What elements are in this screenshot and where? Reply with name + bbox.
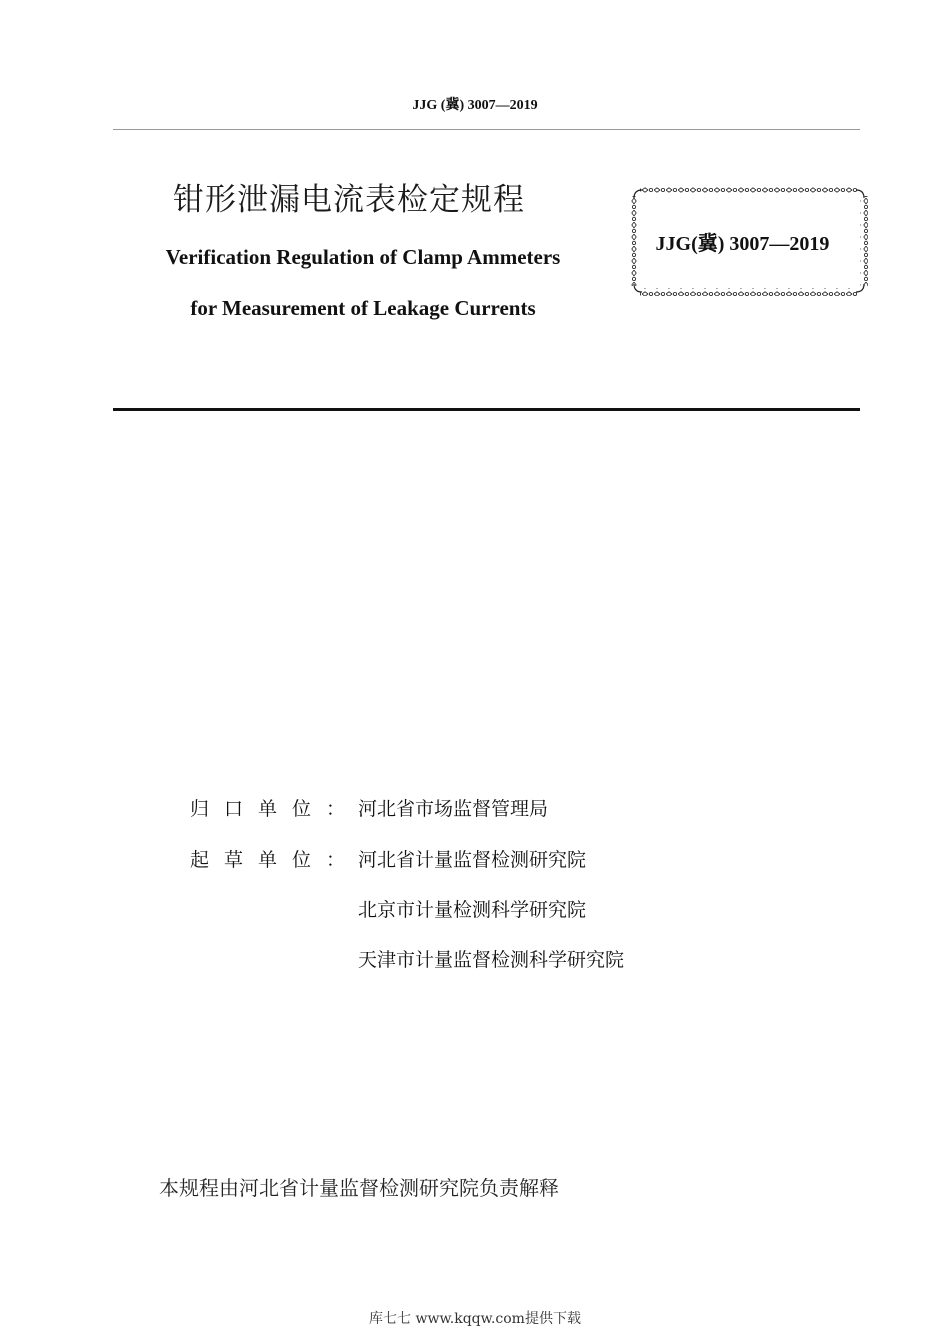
title-english-line2: for Measurement of Leakage Currents (190, 296, 536, 320)
title-chinese: 钳形泄漏电流表检定规程 (173, 182, 525, 218)
interpretation-note: 本规程由河北省计量监督检测研究院负责解释 (159, 1176, 559, 1200)
unit-value: 北京市计量检测科学研究院 (358, 899, 587, 921)
unit-label: 起草单位： (190, 849, 361, 871)
unit-value: 河北省计量监督检测研究院 (358, 849, 587, 871)
standard-code: JJG(冀) 3007—2019 (655, 233, 830, 255)
standard-code-box (630, 186, 868, 296)
unit-value: 天津市计量监督检测科学研究院 (358, 949, 625, 971)
title-english-line1: Verification Regulation of Clamp Ammeters (165, 245, 561, 269)
unit-label: 归口单位： (190, 798, 361, 820)
header-divider (113, 129, 860, 130)
header-standard-code: JJG (冀) 3007—2019 (412, 98, 538, 113)
unit-value: 河北省市场监督管理局 (358, 798, 549, 820)
download-footer: 库七七 www.kqqw.com提供下载 (369, 1311, 581, 1327)
title-divider (113, 408, 860, 411)
